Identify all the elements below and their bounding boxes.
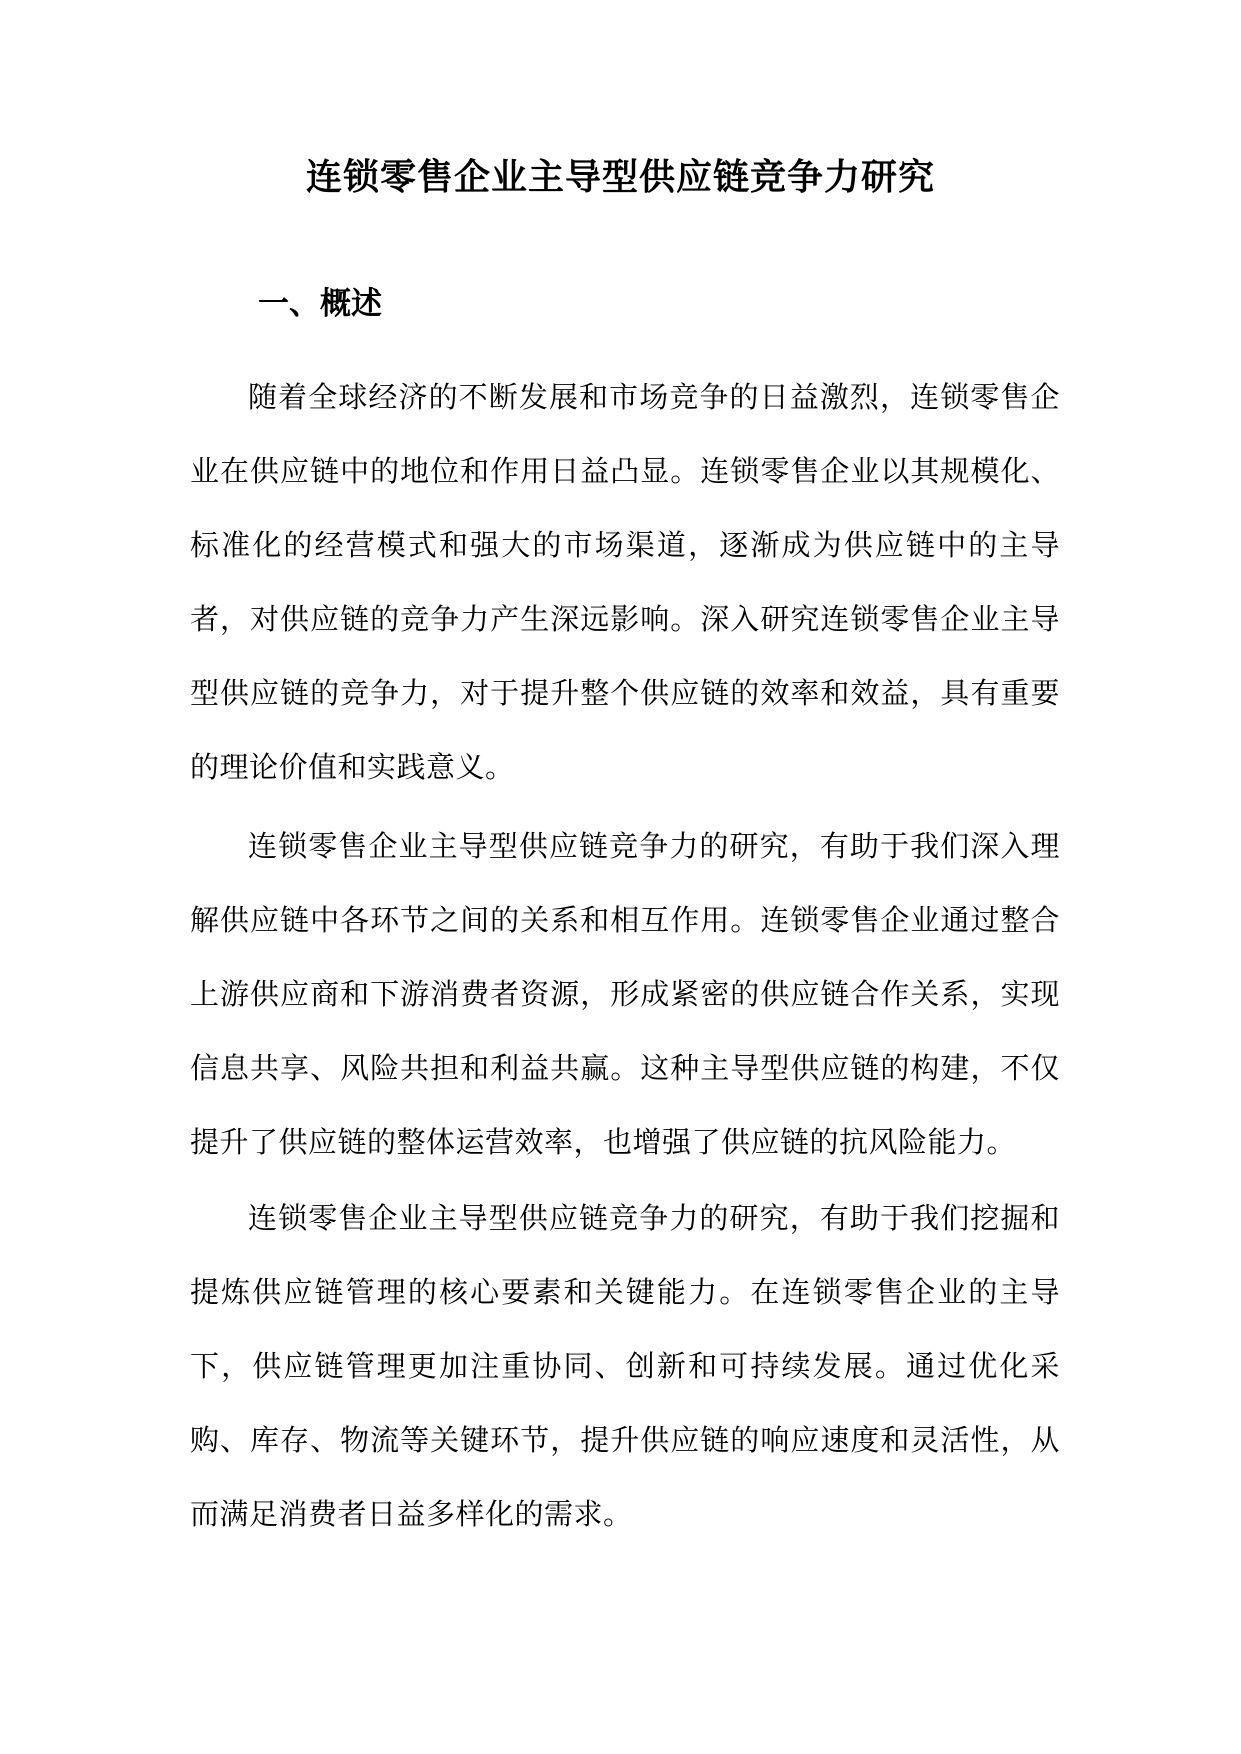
paragraph-1: 随着全球经济的不断发展和市场竞争的日益激烈，连锁零售企业在供应链中的地位和作用日益凸显。连锁零售企业以其规模化、标准化的经营模式和强大的市场渠道，逐渐成为供应链中的主导者，对供应链的竞争力产生深远影响。深入研究连锁零售企业主导型供应链的竞争力，对于提升整个供应链的效率和效益，具有重要的理论价值和实践意义。 <box>190 380 1060 784</box>
paragraph-3: 连锁零售企业主导型供应链竞争力的研究，有助于我们挖掘和提炼供应链管理的核心要素和关键能力。在连锁零售企业的主导下，供应链管理更加注重协同、创新和可持续发展。通过优化采购、库存、物流等关键环节，提升供应链的响应速度和灵活性，从而满足消费者日益多样化的需求。 <box>190 1201 1060 1531</box>
section-heading: 一、概述 <box>258 286 382 322</box>
document-title: 连锁零售企业主导型供应链竞争力研究 <box>305 157 935 198</box>
paragraph-2: 连锁零售企业主导型供应链竞争力的研究，有助于我们深入理解供应链中各环节之间的关系和相互作用。连锁零售企业通过整合上游供应商和下游消费者资源，形成紧密的供应链合作关系，实现信息共享、风险共担和利益共赢。这种主导型供应链的构建，不仅提升了供应链的整体运营效率，也增强了供应链的抗风险能力。 <box>190 829 1060 1159</box>
